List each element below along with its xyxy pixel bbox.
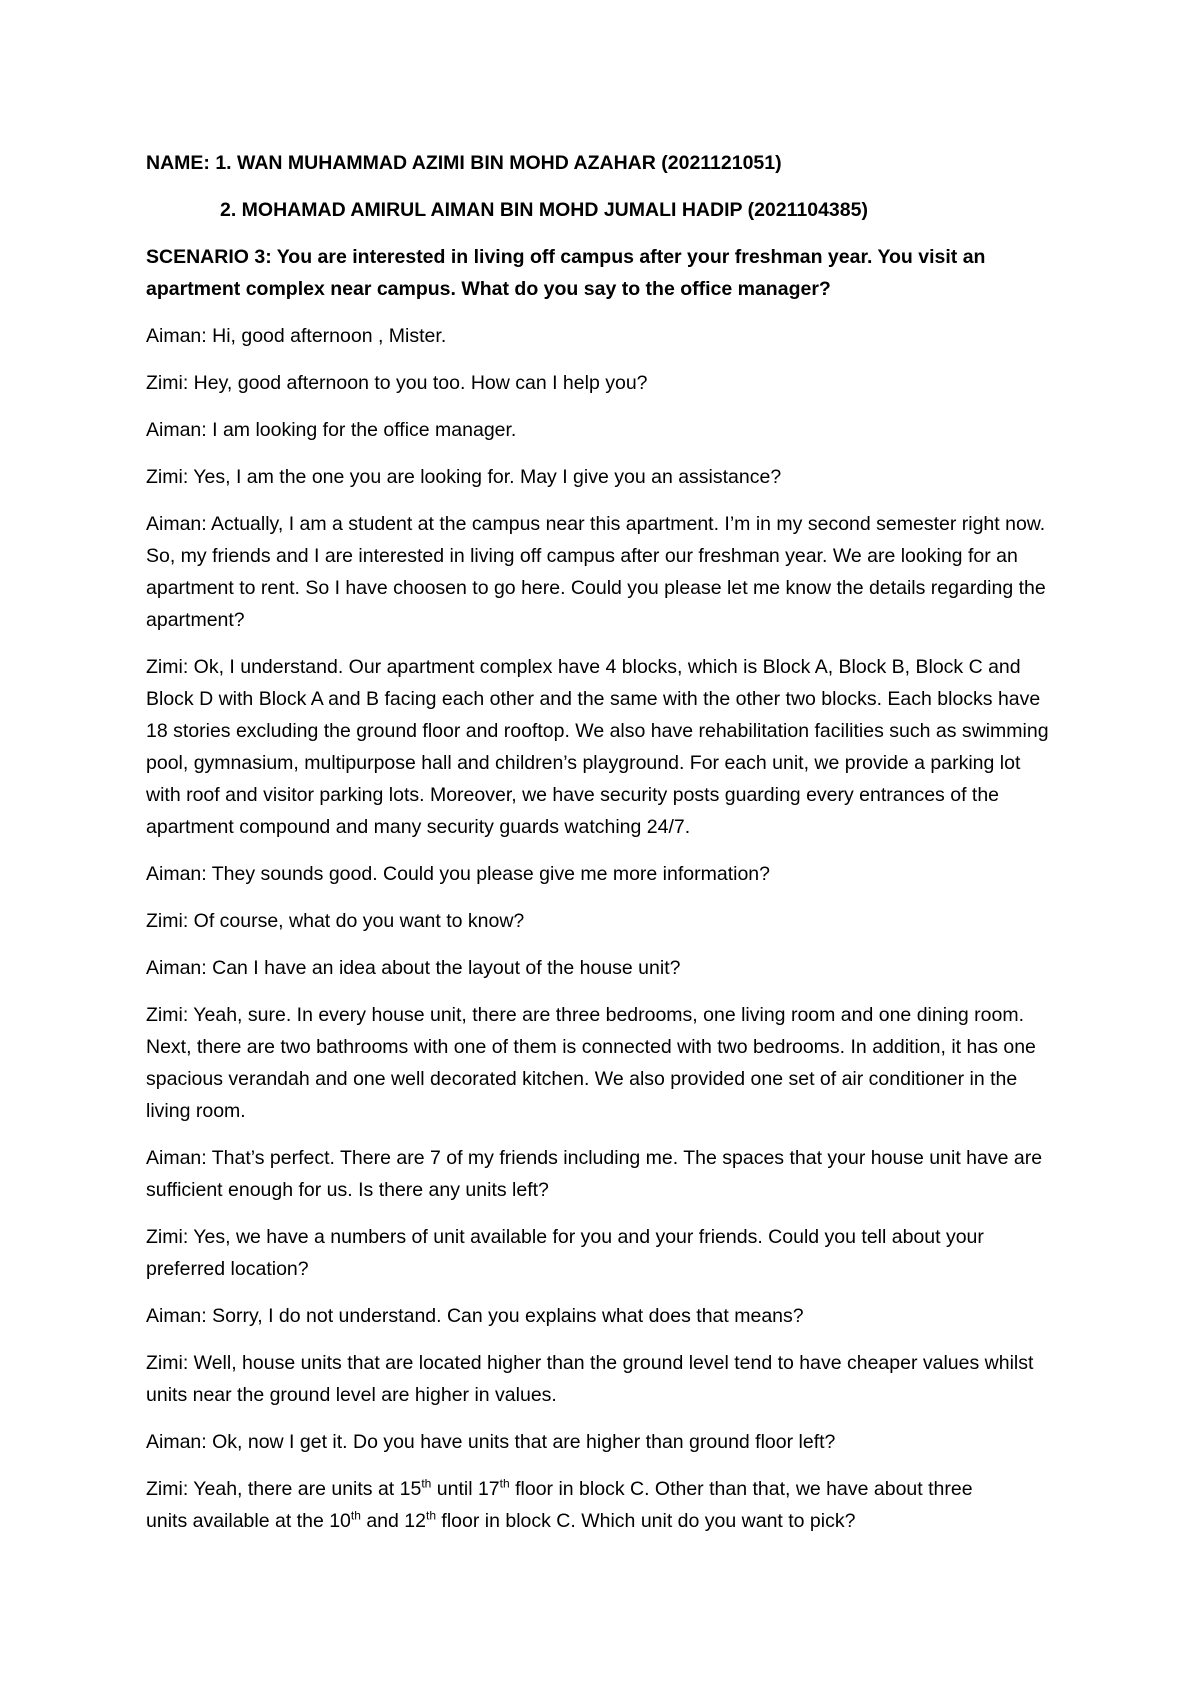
- dialogue-line: Zimi: Ok, I understand. Our apartment complex have 4 blocks, which is Block A, Block B, Block C and Block D with Block A and B facing each other and the same with the other two blocks. Each blocks have 18 stories excluding the ground floor and rooftop. We also have rehabilitation facilities such as swimming pool, gymnasium, multipurpose hall and children’s playground. For each unit, we provide a parking lot with roof and visitor parking lots. Moreover, we have security posts guarding every entrances of the apartment compound and many security guards watching 24/7.: [146, 656, 1049, 838]
- floors-text: floor in block C. Other than that, we have about three: [509, 1478, 973, 1500]
- dialogue-line: Aiman: Actually, I am a student at the campus near this apartment. I’m in my second semester right now. So, my friends and I are interested in living off campus after our freshman year. We are looking for an apartment to rent. So I have choosen to go here. Could you please let me know the details regarding the apartment?: [146, 513, 1046, 631]
- floors-text: and 12: [360, 1510, 426, 1532]
- dialogue-line: Zimi: Yes, I am the one you are looking for. May I give you an assistance?: [146, 466, 782, 488]
- floors-text: floor in block C. Which unit do you want to pick?: [436, 1510, 856, 1532]
- dialogue-line: Zimi: Of course, what do you want to know?: [146, 910, 525, 932]
- floors-text: until 17: [431, 1478, 500, 1500]
- dialogue-line: Aiman: Hi, good afternoon , Mister.: [146, 325, 447, 347]
- floors-line-2: [146, 1505, 1066, 1537]
- ordinal-suffix: th: [350, 1508, 361, 1523]
- dialogue-line-floors: [146, 1473, 1066, 1537]
- dialogue-line: Zimi: Hey, good afternoon to you too. How can I help you?: [146, 372, 648, 394]
- student-name-1: NAME: 1. WAN MUHAMMAD AZIMI BIN MOHD AZAHAR (2021121051): [146, 152, 782, 174]
- ordinal-suffix: th: [499, 1476, 510, 1491]
- dialogue-line: Aiman: I am looking for the office manager.: [146, 419, 517, 441]
- ordinal-suffix: th: [421, 1476, 432, 1491]
- dialogue-line: Aiman: Can I have an idea about the layout of the house unit?: [146, 957, 681, 979]
- document-content: [146, 147, 1066, 1552]
- dialogue-line: Zimi: Well, house units that are located higher than the ground level tend to have cheaper values whilst units near the ground level are higher in values.: [146, 1352, 1034, 1406]
- floors-text: units available at the 10: [146, 1510, 351, 1532]
- dialogue-line: Zimi: Yes, we have a numbers of unit available for you and your friends. Could you tell about your preferred location?: [146, 1226, 984, 1280]
- student-name-2: 2. MOHAMAD AMIRUL AIMAN BIN MOHD JUMALI HADIP (2021104385): [220, 199, 868, 221]
- dialogue-line: Aiman: That’s perfect. There are 7 of my friends including me. The spaces that your house unit have are sufficient enough for us. Is there any units left?: [146, 1147, 1043, 1201]
- dialogue-line: Aiman: Ok, now I get it. Do you have units that are higher than ground floor left?: [146, 1431, 836, 1453]
- floors-text: Zimi: Yeah, there are units at 15: [146, 1478, 422, 1500]
- dialogue-line: Zimi: Yeah, sure. In every house unit, there are three bedrooms, one living room and one dining room. Next, there are two bathrooms with one of them is connected with two bedrooms. In addition, it has one spacious verandah and one well decorated kitchen. We also provided one set of air conditioner in the living room.: [146, 1004, 1036, 1122]
- ordinal-suffix: th: [425, 1508, 436, 1523]
- dialogue-line: Aiman: They sounds good. Could you please give me more information?: [146, 863, 770, 885]
- scenario-text: SCENARIO 3: You are interested in living off campus after your freshman year. You visit an apartment complex near campus. What do you say to the office manager?: [146, 246, 986, 300]
- floors-line-1: [146, 1473, 1066, 1505]
- dialogue-line: Aiman: Sorry, I do not understand. Can you explains what does that means?: [146, 1305, 804, 1327]
